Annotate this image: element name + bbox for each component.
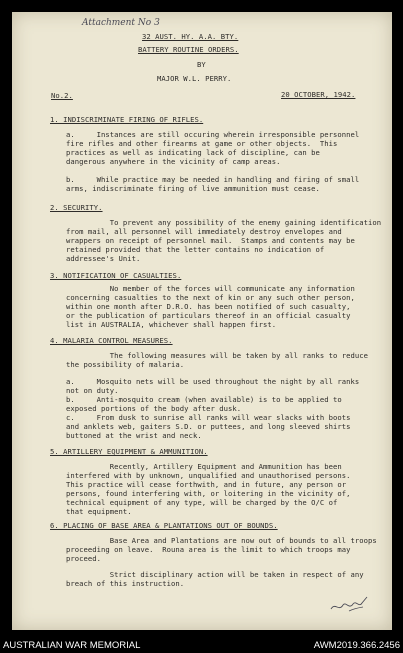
paragraph-line: and anklets web, gaiters S.D. or puttees, and long sleeved shirts (66, 422, 351, 431)
paragraph-line: addressee's Unit. (66, 254, 141, 263)
order-number: No.2. (51, 91, 73, 100)
by-line: BY (197, 60, 206, 69)
paragraph-line: within one month after D.R.O. has been notified of such casualty, (66, 302, 351, 311)
paragraph-line: Strict disciplinary action will be taken in respect of any (66, 570, 364, 579)
paragraph-line: or the publication of particulars thereof in an official casualty (66, 311, 351, 320)
paragraph-line: dangerous anywhere in the vicinity of camp areas. (66, 157, 281, 166)
section-heading: 5. ARTILLERY EQUIPMENT & AMMUNITION. (50, 447, 208, 456)
footer-institution: AUSTRALIAN WAR MEMORIAL (3, 640, 141, 651)
order-date: 20 OCTOBER, 1942. (281, 90, 356, 99)
section-heading: 2. SECURITY. (50, 203, 103, 212)
author-line: MAJOR W.L. PERRY. (157, 74, 232, 83)
paragraph-line: list in AUSTRALIA, whichever shall happen first. (66, 320, 277, 329)
paragraph-line: technical equipment of any type, will be charged by the O/C of (66, 498, 338, 507)
section-heading: 6. PLACING OF BASE AREA & PLANTATIONS OUT OF BOUNDS. (50, 521, 278, 530)
document-page (12, 12, 392, 630)
paragraph-line: breach of this instruction. (66, 579, 185, 588)
footer-bar (0, 638, 403, 653)
section-heading: 1. INDISCRIMINATE FIRING OF RIFLES. (50, 115, 204, 124)
paragraph-line: a. Instances are still occuring wherein irresponsible personnel (66, 130, 360, 139)
paragraph-line: proceed. (66, 554, 102, 563)
footer-accession-id: AWM2019.366.2456 (313, 640, 400, 651)
paragraph-line: the possibility of malaria. (66, 360, 185, 369)
paragraph-line: a. Mosquito nets will be used throughout the night by all ranks (66, 377, 360, 386)
paragraph-line: b. Anti-mosquito cream (when available) is to be applied to (66, 395, 342, 404)
section-heading: 4. MALARIA CONTROL MEASURES. (50, 336, 173, 345)
paragraph-line: persons, found interfering with, or loitering in the vicinity of, (66, 489, 351, 498)
paragraph-line: retained provided that the letter contains no indication of (66, 245, 325, 254)
paragraph-line: Recently, Artillery Equipment and Ammunition has been (66, 462, 342, 471)
paragraph-line: concerning casualties to the next of kin or any such other person, (66, 293, 355, 302)
paragraph-line: fire rifles and other firearms at game or other objects. This (66, 139, 338, 148)
paragraph-line: No member of the forces will communicate any information (66, 284, 355, 293)
orders-title: BATTERY ROUTINE ORDERS. (138, 45, 239, 54)
paragraph-line: exposed portions of the body after dusk. (66, 404, 242, 413)
handwritten-signature (329, 594, 369, 614)
paragraph-line: b. While practice may be needed in handling and firing of small (66, 175, 360, 184)
paragraph-line: buttoned at the wrist and neck. (66, 431, 202, 440)
paragraph-line: This practice will cease forthwith, and in future, any person or (66, 480, 347, 489)
document-body (12, 12, 392, 630)
paragraph-line: not on duty. (66, 386, 119, 395)
paragraph-line: proceeding on leave. Rouna area is the limit to which troops may (66, 545, 351, 554)
paragraph-line: Base Area and Plantations are now out of bounds to all troops (66, 536, 377, 545)
section-heading: 3. NOTIFICATION OF CASUALTIES. (50, 271, 182, 280)
paragraph-line: arms, indiscriminate firing of live ammunition must cease. (66, 184, 320, 193)
unit-heading: 32 AUST. HY. A.A. BTY. (142, 32, 239, 41)
paragraph-line: To prevent any possibility of the enemy gaining identification (66, 218, 382, 227)
paragraph-line: that equipment. (66, 507, 132, 516)
paragraph-line: wrappers on receipt of personnel mail. Stamps and contents may be (66, 236, 355, 245)
paragraph-line: The following measures will be taken by all ranks to reduce (66, 351, 369, 360)
paragraph-line: from mail, all personnel will immediately destroy envelopes and (66, 227, 342, 236)
paragraph-line: practices as well as indicating lack of discipline, can be (66, 148, 320, 157)
handwritten-annotation: Attachment No 3 (82, 18, 160, 28)
paragraph-line: interfered with by unknown, unqualified and unauthorised persons. (66, 471, 351, 480)
paragraph-line: c. From dusk to sunrise all ranks will wear slacks with boots (66, 413, 351, 422)
